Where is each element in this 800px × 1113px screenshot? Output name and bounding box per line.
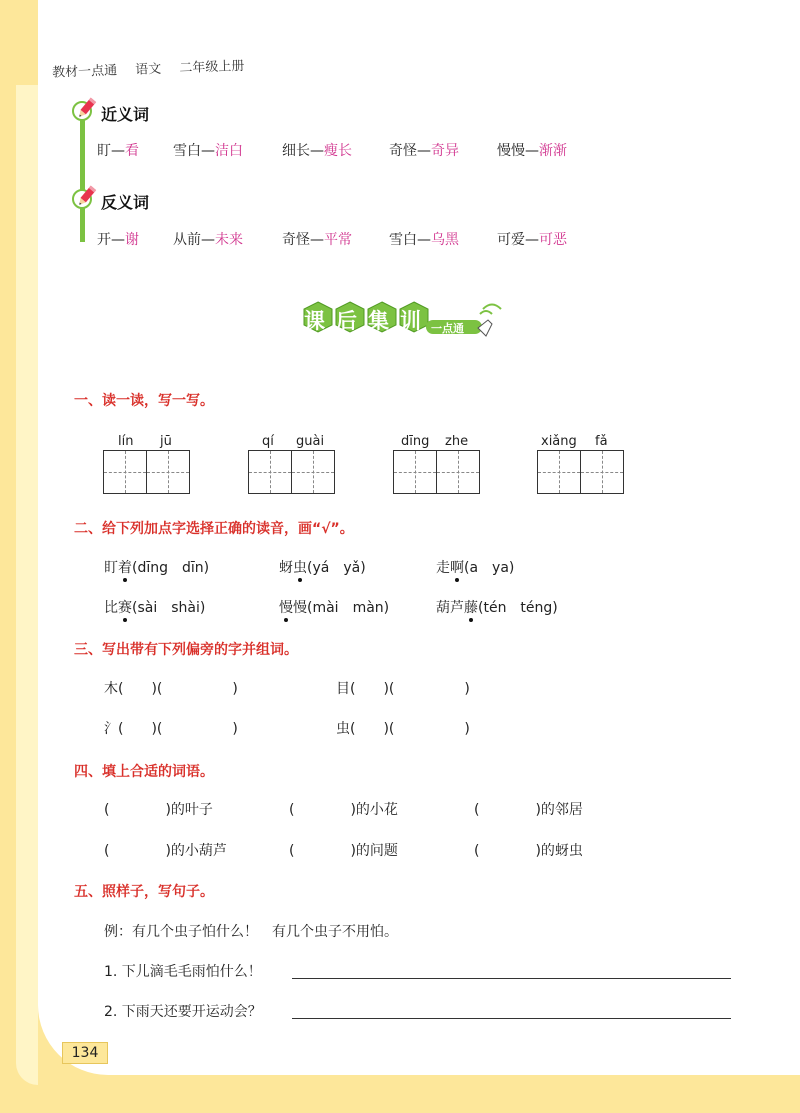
section-3-title: 三、写出带有下列偏旁的字并组词。: [74, 642, 298, 658]
fill-word-item[interactable]: ( )的叶子: [104, 802, 213, 818]
antonym-pair: 开—谢: [97, 232, 139, 248]
pronunciation-item[interactable]: 走啊(a ya): [436, 560, 515, 576]
pinyin: lín: [118, 434, 134, 449]
synonym-pair: 奇怪—奇异: [389, 143, 459, 159]
pinyin: guài: [296, 434, 325, 449]
banner-title: 课后集训: [304, 309, 432, 333]
pencil-icon: [72, 96, 98, 126]
synonyms-title: 近义词: [101, 105, 150, 124]
section-4-title: 四、填上合适的词语。: [74, 764, 214, 780]
synonym-pair: 细长—瘦长: [282, 143, 352, 159]
pronunciation-item[interactable]: 盯着(dīng dīn): [104, 560, 210, 576]
pinyin: fǎ: [595, 434, 608, 449]
subject: 语文: [134, 61, 162, 78]
radical-item[interactable]: 虫( )( ): [336, 721, 470, 737]
writing-grid[interactable]: [537, 450, 624, 494]
pinyin: qí: [262, 434, 274, 449]
radical-item[interactable]: 木( )( ): [104, 681, 238, 697]
antonym-pair: 奇怪—平常: [282, 232, 352, 248]
pinyin: xiǎng: [541, 434, 577, 449]
section-5-title: 五、照样子，写句子。: [74, 884, 214, 900]
antonym-pair: 雪白—乌黑: [389, 232, 459, 248]
answer-line[interactable]: [292, 978, 731, 979]
pronunciation-item[interactable]: 蚜虫(yá yǎ): [279, 560, 366, 576]
exercise-banner: [300, 298, 510, 346]
grade: 二年级上册: [179, 58, 245, 77]
writing-grid[interactable]: [103, 450, 190, 494]
fill-word-item[interactable]: ( )的邻居: [474, 802, 583, 818]
question-2: 2. 下雨天还要开运动会？: [104, 1004, 262, 1020]
section-2-title: 二、给下列加点字选择正确的读音，画“√”。: [74, 521, 354, 537]
pinyin: jū: [160, 434, 172, 449]
banner-subtitle: 一点通: [431, 322, 464, 335]
example-sentence: 例：有几个虫子怕什么！ 有几个虫子不用怕。: [104, 924, 398, 940]
answer-line[interactable]: [292, 1018, 731, 1019]
synonym-pair: 慢慢—渐渐: [497, 143, 567, 159]
fill-word-item[interactable]: ( )的问题: [289, 843, 398, 859]
antonym-pair: 从前—未来: [173, 232, 243, 248]
antonyms-title: 反义词: [101, 193, 150, 212]
writing-grid[interactable]: [393, 450, 480, 494]
section-1-title: 一、读一读，写一写。: [74, 393, 214, 409]
pinyin: zhe: [445, 434, 469, 449]
pencil-icon: [72, 184, 98, 214]
radical-item[interactable]: 氵( )( ): [104, 721, 238, 737]
pronunciation-item[interactable]: 慢慢(mài màn): [279, 600, 390, 616]
radical-item[interactable]: 目( )( ): [336, 681, 470, 697]
book-name: 教材一点通: [51, 63, 118, 81]
page-number: 134: [62, 1042, 108, 1064]
fill-word-item[interactable]: ( )的小葫芦: [104, 843, 227, 859]
pinyin: dīng: [401, 434, 430, 449]
fill-word-item[interactable]: ( )的小花: [289, 802, 398, 818]
synonym-pair: 盯—看: [97, 143, 139, 159]
pronunciation-item[interactable]: 比赛(sài shài): [104, 600, 206, 616]
question-1: 1. 下儿滴毛毛雨怕什么！: [104, 964, 262, 980]
synonym-pair: 雪白—洁白: [173, 143, 243, 159]
pronunciation-item[interactable]: 葫芦藤(tén téng): [436, 600, 558, 616]
fill-word-item[interactable]: ( )的蚜虫: [474, 843, 583, 859]
writing-grid[interactable]: [248, 450, 335, 494]
antonym-pair: 可爱—可恶: [497, 232, 567, 248]
